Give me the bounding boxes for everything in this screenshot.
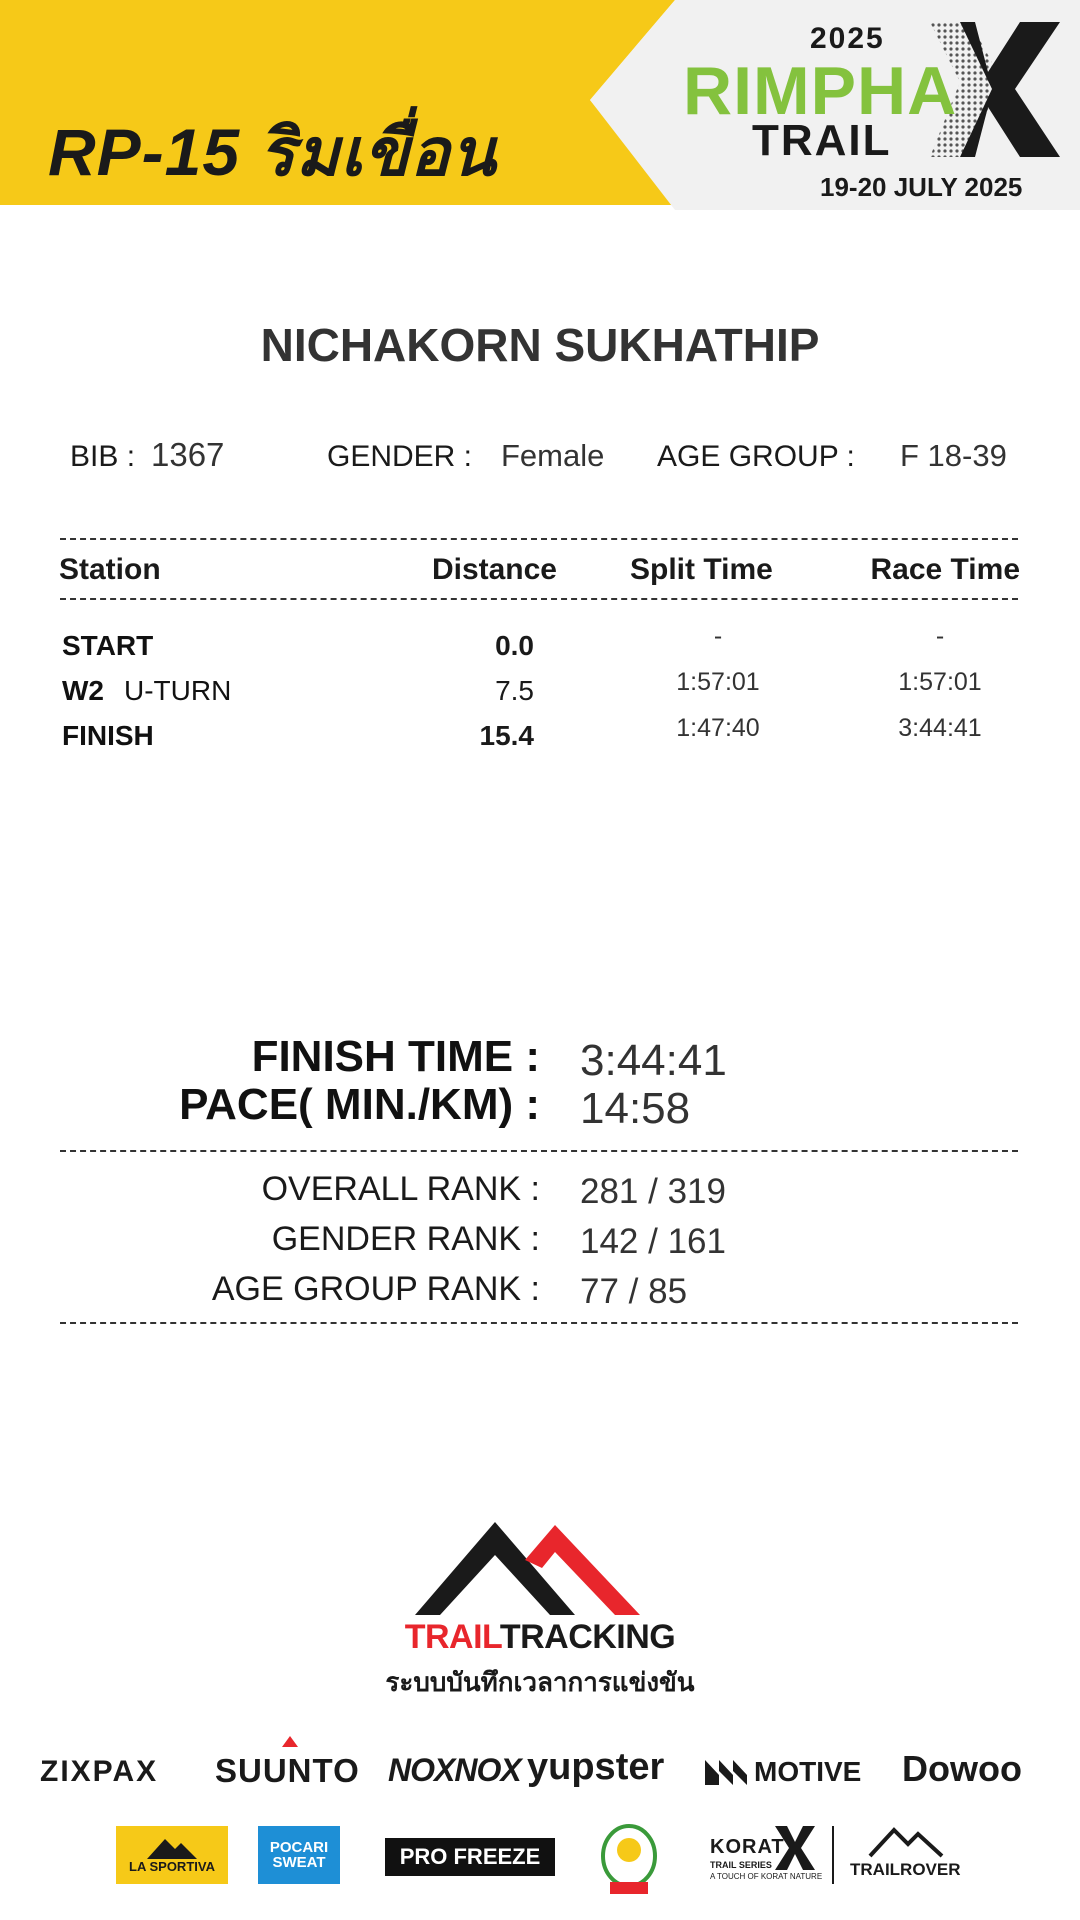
station-name: W2 xyxy=(62,675,104,706)
trailtracking-tracking: TRACKING xyxy=(499,1618,676,1656)
sponsor-dowoo: Dowoo xyxy=(902,1748,1022,1789)
divider xyxy=(60,1150,1018,1152)
sat-emblem-icon xyxy=(600,1820,658,1895)
logo-rimpha: RIMPHA xyxy=(683,53,958,129)
bib-value: 1367 xyxy=(151,436,225,473)
age-group-label: AGE GROUP : xyxy=(657,440,855,473)
finish-time-label: FINISH TIME : xyxy=(251,1032,540,1081)
sponsor-motive: MOTIVE xyxy=(754,1756,862,1787)
sponsor-separator xyxy=(832,1826,834,1884)
race-dates: 19-20 JULY 2025 xyxy=(820,172,1023,202)
age-group-rank-value: 77 / 85 xyxy=(580,1272,688,1311)
sponsor-suunto: SUUNTO xyxy=(215,1752,360,1789)
age-group-rank-label: AGE GROUP RANK : xyxy=(211,1270,540,1308)
pace-label: PACE( MIN./KM) : xyxy=(179,1080,540,1129)
korat-x-icon xyxy=(775,1826,815,1870)
trailrover-mountain-icon xyxy=(868,1826,944,1858)
sponsor-zixpax: ZIXPAX xyxy=(40,1755,159,1788)
gender-rank-label: GENDER RANK : xyxy=(271,1220,540,1258)
motive-m-icon xyxy=(705,1755,747,1785)
trailtracking-mountain-icon xyxy=(410,1520,650,1615)
trailtracking-wordmark xyxy=(0,1618,1080,1657)
gender-label: GENDER : xyxy=(327,440,473,473)
station-name: START xyxy=(62,630,154,661)
col-header-race-time: Race Time xyxy=(870,553,1020,586)
sponsor-noxnox: NOXNOX xyxy=(388,1752,521,1788)
col-header-distance: Distance xyxy=(431,553,557,586)
trailtracking-trail: TRAIL xyxy=(404,1618,500,1656)
station-distance: 15.4 xyxy=(479,720,534,751)
station-split-time: 1:57:01 xyxy=(676,668,760,696)
divider xyxy=(60,598,1018,600)
la-sportiva-mountain-icon xyxy=(147,1837,197,1859)
gender-rank-value: 142 / 161 xyxy=(580,1222,726,1261)
sponsor-la-sportiva xyxy=(116,1826,228,1884)
age-group-value: F 18-39 xyxy=(900,438,1007,473)
sponsor-pro-freeze: PRO FREEZE xyxy=(385,1838,555,1876)
trailtracking-subtitle: ระบบบันทึกเวลาการแข่งขัน xyxy=(385,1667,695,1697)
station-split-time: 1:47:40 xyxy=(676,714,760,742)
station-race-time: - xyxy=(935,622,945,650)
station-race-time: 1:57:01 xyxy=(898,668,982,696)
divider xyxy=(60,538,1018,540)
korat-tagline: A TOUCH OF KORAT NATURE xyxy=(710,1872,823,1881)
sponsor-korat: KORAT xyxy=(710,1836,785,1858)
station-race-time: 3:44:41 xyxy=(898,714,982,742)
sponsor-yupster: yupster xyxy=(527,1746,665,1788)
gender-value: Female xyxy=(501,438,605,473)
overall-rank-label: OVERALL RANK : xyxy=(261,1170,540,1208)
race-name: RP-15 ริมเขื่อน xyxy=(48,115,497,189)
sat-emblem-label: กกท xyxy=(619,1863,639,1874)
station-distance: 7.5 xyxy=(495,675,534,706)
korat-subtitle: TRAIL SERIES xyxy=(710,1860,772,1870)
col-header-split-time: Split Time xyxy=(630,553,773,586)
logo-year: 2025 xyxy=(810,22,885,55)
sponsor-pocari-sweat: POCARI SWEAT xyxy=(258,1826,340,1884)
runner-name: NICHAKORN SUKHATHIP xyxy=(260,319,820,371)
station-name: FINISH xyxy=(62,720,154,751)
suunto-triangle-icon xyxy=(282,1736,298,1747)
overall-rank-value: 281 / 319 xyxy=(580,1172,726,1211)
divider xyxy=(60,1322,1018,1324)
station-distance: 0.0 xyxy=(495,630,534,661)
station-split-time: - xyxy=(713,622,723,650)
col-header-station: Station xyxy=(59,553,161,586)
la-sportiva-label: LA SPORTIVA xyxy=(129,1858,215,1874)
pace-value: 14:58 xyxy=(580,1084,691,1133)
bib-label: BIB : xyxy=(70,440,136,473)
finish-time-value: 3:44:41 xyxy=(580,1036,727,1085)
sponsor-trailrover: TRAILROVER xyxy=(850,1860,961,1879)
station-name-extra: U-TURN xyxy=(124,675,232,706)
logo-trail: TRAIL xyxy=(752,116,892,165)
